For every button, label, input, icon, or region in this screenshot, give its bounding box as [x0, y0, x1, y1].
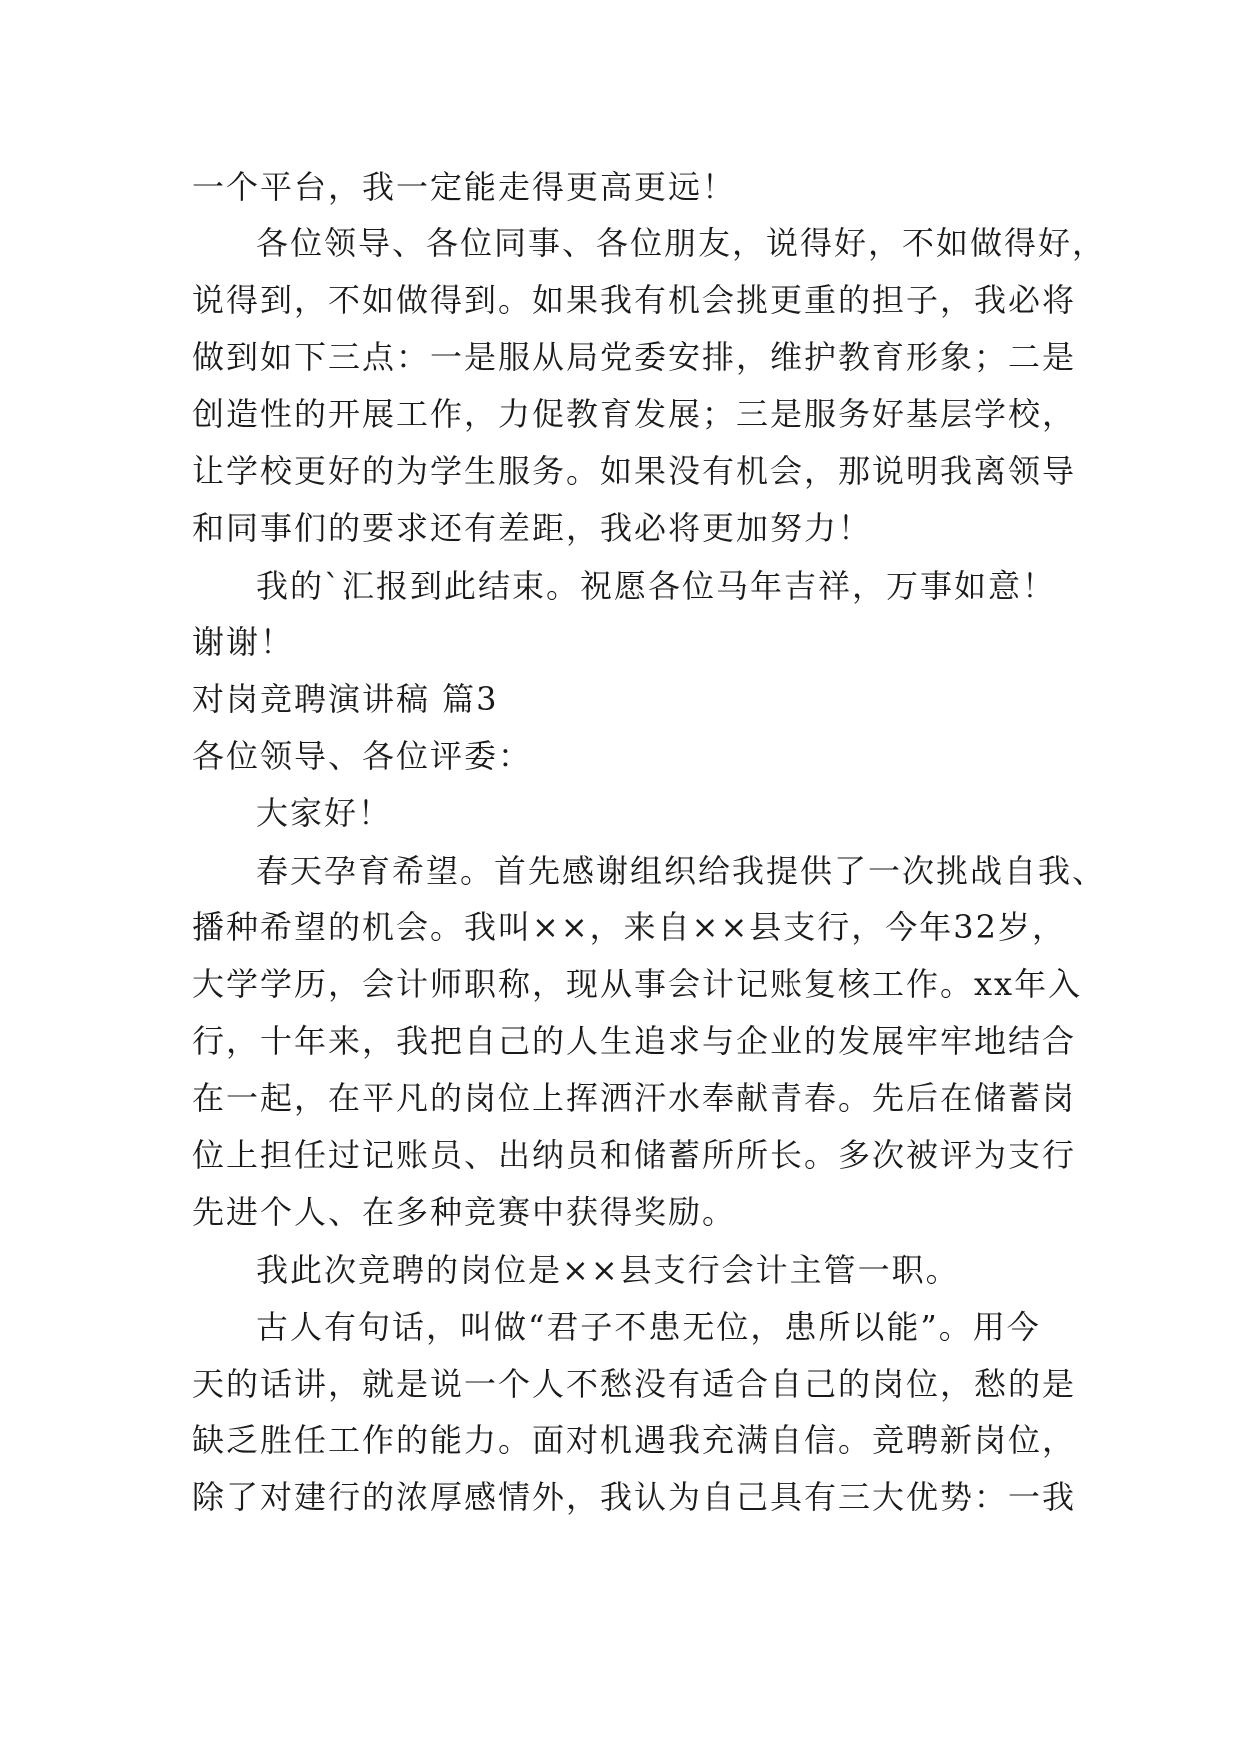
text-line: 说得到，不如做得到。如果我有机会挑更重的担子，我必将 [192, 281, 1077, 319]
text-line: 在一起，在平凡的岗位上挥洒汗水奉献青春。先后在储蓄岗 [192, 1079, 1077, 1117]
text-line: 大学学历，会计师职称，现从事会计记账复核工作。xx年入 [192, 965, 1083, 1003]
text-line: 我此次竞聘的岗位是××县支行会计主管一职。 [256, 1251, 960, 1289]
text-line: 行，十年来，我把自己的人生追求与企业的发展牢牢地结合 [192, 1022, 1077, 1060]
text-line: 除了对建行的浓厚感情外，我认为自己具有三大优势：一我 [192, 1478, 1077, 1516]
text-line: 位上担任过记账员、出纳员和储蓄所所长。多次被评为支行 [192, 1136, 1077, 1174]
text-line: 春天孕育希望。首先感谢组织给我提供了一次挑战自我、 [256, 852, 1107, 890]
text-line: 谢谢！ [192, 623, 295, 661]
text-line: 让学校更好的为学生服务。如果没有机会，那说明我离领导 [192, 452, 1077, 490]
salutation: 各位领导、各位评委： [192, 737, 533, 775]
text-line: 先进个人、在多种竞赛中获得奖励。 [192, 1193, 737, 1231]
text-line: 一个平台，我一定能走得更高更远！ [192, 168, 737, 206]
text-line: 缺乏胜任工作的能力。面对机遇我充满自信。竞聘新岗位， [192, 1421, 1077, 1459]
text-line: 天的话讲，就是说一个人不愁没有适合自己的岗位，愁的是 [192, 1365, 1077, 1403]
text-line: 创造性的开展工作，力促教育发展；三是服务好基层学校， [192, 395, 1077, 433]
text-line: 做到如下三点：一是服从局党委安排，维护教育形象；二是 [192, 338, 1077, 376]
text-line: 播种希望的机会。我叫××，来自××县支行，今年32岁， [192, 908, 1066, 946]
text-line: 古人有句话，叫做“君子不患无位，患所以能”。用今 [256, 1308, 1041, 1346]
text-line: 我的`汇报到此结束。祝愿各位马年吉祥，万事如意！ [256, 567, 1057, 605]
section-heading: 对岗竞聘演讲稿 篇3 [192, 680, 499, 718]
greeting: 大家好！ [256, 794, 393, 832]
text-line: 和同事们的要求还有差距，我必将更加努力！ [192, 509, 873, 547]
text-line: 各位领导、各位同事、各位朋友，说得好，不如做得好， [256, 224, 1107, 262]
